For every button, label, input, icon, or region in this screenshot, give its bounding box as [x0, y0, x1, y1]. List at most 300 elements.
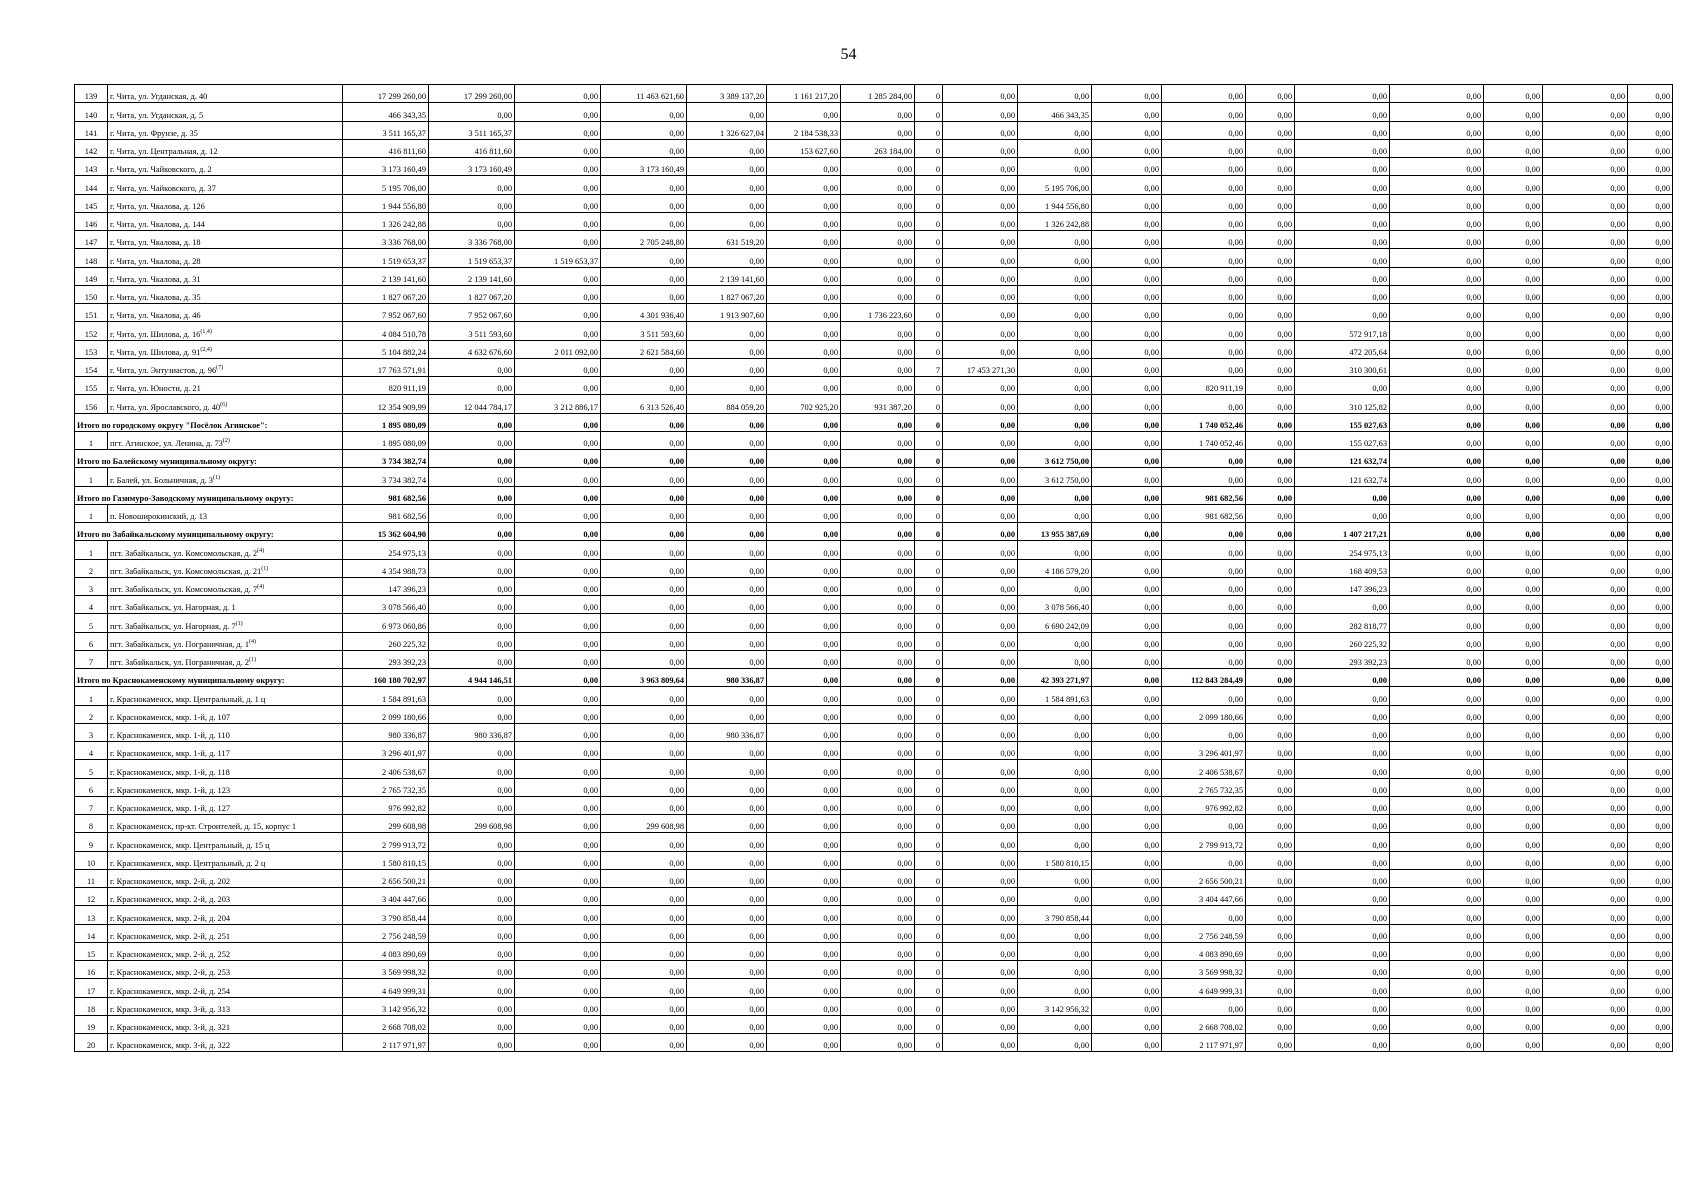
amount-cell: 0,00: [515, 632, 601, 650]
amount-cell: 0,00: [1543, 577, 1628, 595]
amount-cell: 0,00: [943, 650, 1018, 668]
table-row: [75, 851, 1673, 869]
amount-cell: 0,00: [515, 139, 601, 157]
address-cell: [108, 979, 343, 997]
amount-cell: 0,00: [1092, 377, 1162, 395]
amount-cell: 0,00: [687, 377, 767, 395]
amount-cell: 0,00: [687, 796, 767, 814]
amount-cell: 1 895 080,09: [343, 413, 429, 431]
amount-cell: 1 736 223,60: [841, 304, 915, 322]
amount-cell: 0,00: [515, 194, 601, 212]
amount-cell: 466 343,35: [343, 103, 429, 121]
amount-cell: 0,00: [1246, 103, 1295, 121]
amount-cell: 42 393 271,97: [1018, 669, 1092, 687]
address-cell: [108, 304, 343, 322]
amount-cell: 0,00: [1484, 340, 1543, 358]
row-number: 8: [75, 815, 108, 833]
amount-cell: 0,00: [429, 979, 515, 997]
amount-cell: 0,00: [1162, 285, 1246, 303]
amount-cell: 0,00: [767, 942, 841, 960]
amount-cell: 0,00: [1246, 158, 1295, 176]
amount-cell: 0,00: [687, 358, 767, 376]
amount-cell: 820 911,19: [343, 377, 429, 395]
amount-cell: 0,00: [515, 377, 601, 395]
amount-cell: 0,00: [841, 450, 915, 468]
amount-cell: 0,00: [841, 687, 915, 705]
amount-cell: 12 354 909,99: [343, 395, 429, 413]
amount-cell: 0,00: [1295, 596, 1390, 614]
amount-cell: 0,00: [1484, 103, 1543, 121]
amount-cell: 2 184 538,33: [767, 121, 841, 139]
amount-cell: 0,00: [1246, 340, 1295, 358]
amount-cell: 0,00: [1484, 322, 1543, 340]
amount-cell: 0,00: [767, 358, 841, 376]
amount-cell: 0,00: [943, 796, 1018, 814]
amount-cell: 0,00: [429, 596, 515, 614]
amount-cell: 0: [915, 340, 943, 358]
amount-cell: 0,00: [841, 760, 915, 778]
amount-cell: 0,00: [1628, 249, 1673, 267]
amount-cell: 0,00: [1484, 924, 1543, 942]
amount-cell: 2 117 971,97: [343, 1034, 429, 1052]
row-number: 1: [75, 468, 108, 486]
amount-cell: 0,00: [767, 212, 841, 230]
amount-cell: 0,00: [1018, 249, 1092, 267]
amount-cell: 0,00: [601, 413, 687, 431]
amount-cell: 6 313 526,40: [601, 395, 687, 413]
amount-cell: 0,00: [1543, 942, 1628, 960]
amount-cell: 0,00: [1162, 231, 1246, 249]
amount-cell: 0,00: [943, 322, 1018, 340]
amount-cell: 0,00: [841, 705, 915, 723]
amount-cell: 0,00: [1543, 742, 1628, 760]
amount-cell: 0,00: [1295, 723, 1390, 741]
amount-cell: 3 963 809,64: [601, 669, 687, 687]
amount-cell: 0,00: [943, 614, 1018, 632]
amount-cell: 0,00: [1246, 541, 1295, 559]
amount-cell: 0,00: [1390, 541, 1484, 559]
amount-cell: 0,00: [1018, 504, 1092, 522]
amount-cell: 0,00: [1295, 833, 1390, 851]
amount-cell: 0,00: [1543, 1034, 1628, 1052]
amount-cell: 0,00: [1162, 559, 1246, 577]
address-cell: [108, 121, 343, 139]
amount-cell: 0,00: [841, 486, 915, 504]
amount-cell: 0,00: [841, 979, 915, 997]
address-cell: [108, 723, 343, 741]
address-text: г. Чита, ул. Шилова, д. 16: [110, 329, 201, 339]
amount-cell: 0,00: [1246, 212, 1295, 230]
amount-cell: 0,00: [1484, 669, 1543, 687]
amount-cell: 1 944 556,80: [343, 194, 429, 212]
amount-cell: 0,00: [1484, 796, 1543, 814]
amount-cell: 0,00: [943, 85, 1018, 103]
amount-cell: 0,00: [1092, 888, 1162, 906]
amount-cell: 0,00: [429, 614, 515, 632]
amount-cell: 0,00: [841, 322, 915, 340]
amount-cell: 0: [915, 212, 943, 230]
amount-cell: 0,00: [687, 559, 767, 577]
amount-cell: 0,00: [1390, 979, 1484, 997]
amount-cell: 0,00: [943, 194, 1018, 212]
amount-cell: 1 407 217,21: [1295, 523, 1390, 541]
amount-cell: 0,00: [601, 377, 687, 395]
amount-cell: 0,00: [1092, 851, 1162, 869]
table-row: [75, 158, 1673, 176]
amount-cell: 0,00: [767, 523, 841, 541]
amount-cell: 0,00: [1543, 851, 1628, 869]
amount-cell: 0,00: [601, 742, 687, 760]
amount-cell: 0,00: [841, 212, 915, 230]
address-cell: [108, 833, 343, 851]
amount-cell: 0,00: [1246, 395, 1295, 413]
amount-cell: 0,00: [1246, 979, 1295, 997]
amount-cell: 0,00: [767, 231, 841, 249]
amount-cell: 0,00: [767, 249, 841, 267]
amount-cell: 1 913 907,60: [687, 304, 767, 322]
amount-cell: 0,00: [943, 340, 1018, 358]
amount-cell: 0,00: [429, 103, 515, 121]
amount-cell: 0,00: [1246, 815, 1295, 833]
amount-cell: 0,00: [1543, 194, 1628, 212]
amount-cell: 0,00: [1484, 687, 1543, 705]
amount-cell: 0,00: [601, 431, 687, 449]
amount-cell: 0,00: [601, 523, 687, 541]
address-cell: [108, 139, 343, 157]
amount-cell: 0,00: [429, 559, 515, 577]
amount-cell: 0,00: [1162, 541, 1246, 559]
row-number: 152: [75, 322, 108, 340]
amount-cell: 416 811,60: [343, 139, 429, 157]
amount-cell: 0,00: [1018, 833, 1092, 851]
amount-cell: 0,00: [1018, 942, 1092, 960]
amount-cell: 0,00: [429, 796, 515, 814]
table-row: [75, 833, 1673, 851]
amount-cell: 0,00: [841, 924, 915, 942]
amount-cell: 2 406 538,67: [1162, 760, 1246, 778]
amount-cell: 980 336,87: [687, 723, 767, 741]
amount-cell: 0,00: [687, 924, 767, 942]
amount-cell: 0,00: [1484, 705, 1543, 723]
amount-cell: 0,00: [429, 541, 515, 559]
amount-cell: 0,00: [1092, 322, 1162, 340]
amount-cell: 0,00: [841, 796, 915, 814]
amount-cell: 0,00: [1628, 231, 1673, 249]
amount-cell: 0,00: [515, 979, 601, 997]
footnote-marker: (4): [257, 584, 265, 591]
amount-cell: 0,00: [1628, 377, 1673, 395]
footnote-marker: (4): [257, 547, 265, 554]
amount-cell: 0,00: [767, 285, 841, 303]
amount-cell: 0: [915, 450, 943, 468]
row-number: 15: [75, 942, 108, 960]
amount-cell: 299 608,98: [601, 815, 687, 833]
row-number: 149: [75, 267, 108, 285]
amount-cell: 0,00: [1390, 1034, 1484, 1052]
amount-cell: 3 173 160,49: [429, 158, 515, 176]
amount-cell: 0,00: [1295, 961, 1390, 979]
amount-cell: 0,00: [841, 285, 915, 303]
amount-cell: 1 519 653,37: [429, 249, 515, 267]
amount-cell: 0: [915, 997, 943, 1015]
address-cell: [108, 888, 343, 906]
amount-cell: 0,00: [1295, 796, 1390, 814]
amount-cell: 0,00: [1092, 85, 1162, 103]
amount-cell: 0: [915, 377, 943, 395]
amount-cell: 0,00: [1246, 650, 1295, 668]
amount-cell: 0,00: [1018, 431, 1092, 449]
amount-cell: 0,00: [767, 778, 841, 796]
amount-cell: 0,00: [1390, 650, 1484, 668]
amount-cell: 0: [915, 851, 943, 869]
amount-cell: 260 225,32: [343, 632, 429, 650]
subtotal-label: Итого по городскому округу "Посёлок Агинское":: [75, 413, 343, 431]
amount-cell: 0,00: [1018, 650, 1092, 668]
amount-cell: 0,00: [1390, 833, 1484, 851]
amount-cell: 0,00: [1543, 614, 1628, 632]
amount-cell: 0: [915, 139, 943, 157]
amount-cell: 0,00: [1162, 249, 1246, 267]
amount-cell: 0,00: [1162, 851, 1246, 869]
amount-cell: 299 608,98: [343, 815, 429, 833]
amount-cell: 0,00: [1246, 468, 1295, 486]
amount-cell: 0,00: [1543, 504, 1628, 522]
amount-cell: 0,00: [1628, 906, 1673, 924]
amount-cell: 0,00: [601, 212, 687, 230]
amount-cell: 0,00: [601, 979, 687, 997]
amount-cell: 0,00: [515, 559, 601, 577]
amount-cell: 0,00: [515, 523, 601, 541]
amount-cell: 0,00: [1018, 869, 1092, 887]
amount-cell: 0,00: [1092, 486, 1162, 504]
address-text: г. Чита, ул. Центральная, д. 12: [110, 147, 218, 156]
amount-cell: 0,00: [515, 596, 601, 614]
amount-cell: 0,00: [1390, 194, 1484, 212]
amount-cell: 0,00: [841, 650, 915, 668]
amount-cell: 0,00: [767, 577, 841, 595]
amount-cell: 0,00: [1295, 249, 1390, 267]
amount-cell: 0,00: [1018, 85, 1092, 103]
amount-cell: 0: [915, 632, 943, 650]
amount-cell: 0,00: [1295, 815, 1390, 833]
amount-cell: 0,00: [601, 869, 687, 887]
row-number: 145: [75, 194, 108, 212]
amount-cell: 0,00: [767, 723, 841, 741]
amount-cell: 0,00: [1295, 906, 1390, 924]
amount-cell: 0,00: [601, 796, 687, 814]
row-number: 153: [75, 340, 108, 358]
amount-cell: 0,00: [1390, 395, 1484, 413]
amount-cell: 0,00: [1484, 450, 1543, 468]
row-number: 144: [75, 176, 108, 194]
amount-cell: 0,00: [1543, 924, 1628, 942]
amount-cell: 0,00: [515, 614, 601, 632]
amount-cell: 0,00: [515, 1015, 601, 1033]
amount-cell: 472 205,64: [1295, 340, 1390, 358]
amount-cell: 0,00: [1628, 815, 1673, 833]
amount-cell: 3 212 886,17: [515, 395, 601, 413]
amount-cell: 0,00: [1390, 961, 1484, 979]
amount-cell: 2 139 141,60: [429, 267, 515, 285]
amount-cell: 0,00: [1390, 559, 1484, 577]
amount-cell: 0,00: [1628, 103, 1673, 121]
amount-cell: 2 668 708,02: [343, 1015, 429, 1033]
amount-cell: 0,00: [1628, 942, 1673, 960]
amount-cell: 0,00: [767, 431, 841, 449]
amount-cell: 0,00: [1543, 1015, 1628, 1033]
address-text: г. Краснокаменск, мкр. 1-й, д. 107: [110, 712, 231, 722]
amount-cell: 3 296 401,97: [1162, 742, 1246, 760]
amount-cell: 0,00: [1628, 924, 1673, 942]
amount-cell: 0,00: [687, 742, 767, 760]
amount-cell: 0,00: [1246, 559, 1295, 577]
amount-cell: 0,00: [1018, 340, 1092, 358]
amount-cell: 0: [915, 194, 943, 212]
amount-cell: 0,00: [1092, 1015, 1162, 1033]
footnote-marker: (6): [220, 401, 228, 408]
amount-cell: 0,00: [1543, 796, 1628, 814]
amount-cell: 0,00: [841, 851, 915, 869]
amount-cell: 0,00: [1543, 340, 1628, 358]
address-text: г. Краснокаменск, мкр. 2-й, д. 254: [110, 986, 231, 996]
amount-cell: 0,00: [1628, 304, 1673, 322]
amount-cell: 0,00: [1295, 176, 1390, 194]
amount-cell: 0,00: [1246, 796, 1295, 814]
amount-cell: 0,00: [841, 1015, 915, 1033]
amount-cell: 0,00: [1390, 687, 1484, 705]
table-row: [75, 431, 1673, 449]
amount-cell: 0,00: [601, 1034, 687, 1052]
amount-cell: 0,00: [841, 194, 915, 212]
address-cell: [108, 924, 343, 942]
amount-cell: 0,00: [1162, 997, 1246, 1015]
amount-cell: 0,00: [1390, 304, 1484, 322]
amount-cell: 2 799 913,72: [343, 833, 429, 851]
amount-cell: 4 354 988,73: [343, 559, 429, 577]
amount-cell: 0,00: [515, 468, 601, 486]
amount-cell: 0,00: [1092, 961, 1162, 979]
amount-cell: 0,00: [429, 632, 515, 650]
amount-cell: 0,00: [841, 340, 915, 358]
amount-cell: 4 083 890,69: [343, 942, 429, 960]
amount-cell: 0,00: [515, 997, 601, 1015]
amount-cell: 0,00: [515, 85, 601, 103]
amount-cell: 0,00: [943, 304, 1018, 322]
amount-cell: 702 925,20: [767, 395, 841, 413]
amount-cell: 0,00: [767, 504, 841, 522]
address-cell: [108, 760, 343, 778]
address-cell: [108, 231, 343, 249]
amount-cell: 0,00: [687, 468, 767, 486]
amount-cell: 0,00: [1162, 139, 1246, 157]
amount-cell: 0,00: [1246, 742, 1295, 760]
amount-cell: 0,00: [767, 632, 841, 650]
amount-cell: 0,00: [841, 596, 915, 614]
amount-cell: 0: [915, 431, 943, 449]
amount-cell: 0,00: [943, 632, 1018, 650]
amount-cell: 0,00: [1246, 450, 1295, 468]
address-cell: [108, 431, 343, 449]
address-cell: [108, 851, 343, 869]
amount-cell: 0,00: [1018, 541, 1092, 559]
amount-cell: 0,00: [1092, 906, 1162, 924]
address-text: г. Чита, ул. Ярославского, д. 40: [110, 402, 221, 412]
address-cell: [108, 194, 343, 212]
amount-cell: 3 511 165,37: [429, 121, 515, 139]
amount-cell: 0,00: [1484, 650, 1543, 668]
amount-cell: 0,00: [1246, 431, 1295, 449]
amount-cell: 1 580 810,15: [343, 851, 429, 869]
amount-cell: 0,00: [767, 322, 841, 340]
amount-cell: 0,00: [429, 888, 515, 906]
amount-cell: 0,00: [1628, 596, 1673, 614]
amount-cell: 0,00: [1246, 961, 1295, 979]
row-number: 148: [75, 249, 108, 267]
amount-cell: 0,00: [1390, 212, 1484, 230]
amount-cell: 0,00: [1018, 815, 1092, 833]
amount-cell: 0,00: [601, 888, 687, 906]
amount-cell: 0,00: [943, 760, 1018, 778]
amount-cell: 980 336,87: [687, 669, 767, 687]
amount-cell: 0,00: [767, 1034, 841, 1052]
amount-cell: 0,00: [515, 285, 601, 303]
amount-cell: 0,00: [1390, 851, 1484, 869]
amount-cell: 0,00: [1390, 815, 1484, 833]
amount-cell: 2 668 708,02: [1162, 1015, 1246, 1033]
amount-cell: 0,00: [767, 377, 841, 395]
amount-cell: 0,00: [1390, 614, 1484, 632]
address-text: г. Краснокаменск, мкр. 2-й, д. 251: [110, 931, 231, 941]
address-cell: [108, 596, 343, 614]
amount-cell: 0,00: [1543, 559, 1628, 577]
amount-cell: 0,00: [1484, 304, 1543, 322]
amount-cell: 0,00: [429, 742, 515, 760]
amount-cell: 0,00: [429, 486, 515, 504]
amount-cell: 6 973 060,86: [343, 614, 429, 632]
address-cell: [108, 541, 343, 559]
amount-cell: 147 396,23: [343, 577, 429, 595]
amount-cell: 3 612 750,00: [1018, 450, 1092, 468]
amount-cell: 0,00: [1246, 997, 1295, 1015]
table-row: [75, 924, 1673, 942]
amount-cell: 0,00: [1295, 504, 1390, 522]
amount-cell: 0,00: [1484, 869, 1543, 887]
row-number: 13: [75, 906, 108, 924]
amount-cell: 0,00: [1018, 723, 1092, 741]
amount-cell: 0,00: [1092, 523, 1162, 541]
amount-cell: 0,00: [1543, 632, 1628, 650]
amount-cell: 0,00: [1628, 194, 1673, 212]
amount-cell: 0,00: [601, 121, 687, 139]
address-text: г. Чита, ул. Чкалова, д. 28: [110, 256, 201, 266]
subtotal-row: [75, 450, 1673, 468]
amount-cell: 112 843 284,49: [1162, 669, 1246, 687]
amount-cell: 0: [915, 103, 943, 121]
amount-cell: 0,00: [943, 212, 1018, 230]
amount-cell: 0,00: [1484, 541, 1543, 559]
table-row: [75, 760, 1673, 778]
amount-cell: 0,00: [515, 267, 601, 285]
amount-cell: 0,00: [841, 377, 915, 395]
amount-cell: 3 078 566,40: [343, 596, 429, 614]
row-number: 16: [75, 961, 108, 979]
amount-cell: 0,00: [1162, 650, 1246, 668]
amount-cell: 2 621 584,60: [601, 340, 687, 358]
subtotal-label: Итого по Балейскому муниципальному округу:: [75, 450, 343, 468]
amount-cell: 0,00: [515, 888, 601, 906]
amount-cell: 0,00: [1092, 194, 1162, 212]
table-row: [75, 650, 1673, 668]
